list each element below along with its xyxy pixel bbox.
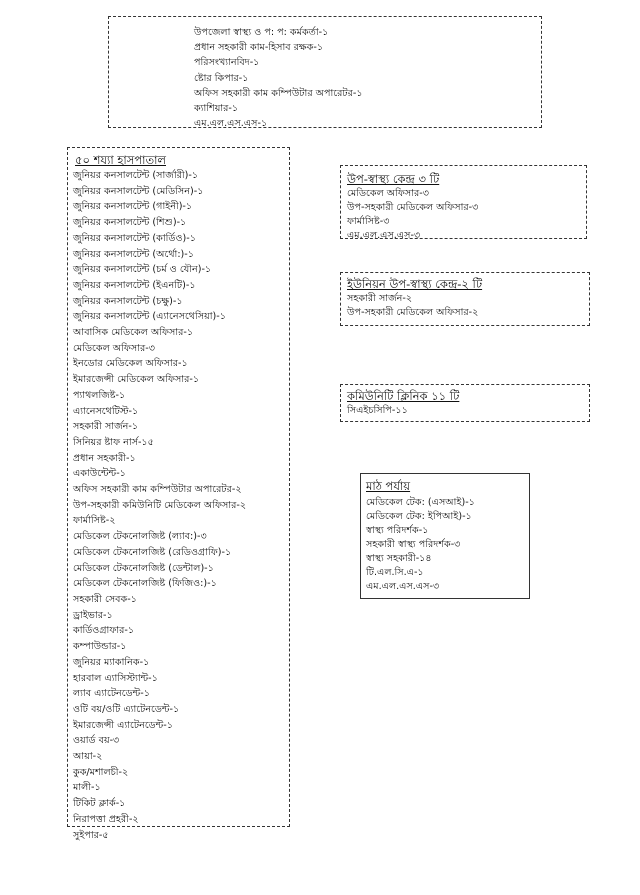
list-item: ষ্টোর কিপার-১: [194, 72, 249, 84]
list-item: সহকারী সার্জন-১: [73, 421, 139, 433]
list-item: জুনিয়র কনসালটেন্ট (এ্যানেসথেসিয়া)-১: [73, 311, 226, 323]
list-item: জুনিয়র কনসালটেন্ট (চর্ম ও যৌন)-১: [73, 264, 212, 276]
union-sub-health-center-box: [340, 272, 590, 326]
list-item: উপজেলা স্বাস্থ্য ও প: প: কর্মকর্তা-১: [194, 27, 329, 38]
hospital-title: ৫০ শয্যা হাসপাতাল: [75, 153, 166, 167]
upazila-office-box: [108, 16, 542, 128]
list-item: স্বাস্থ্য পরিদর্শক-১: [366, 525, 429, 536]
list-item: সিনিয়র ষ্টাফ নার্স-১৫: [73, 436, 154, 448]
list-item: ইমারজেন্সী এ্যাটেনডেন্ট-১: [73, 719, 173, 731]
list-item: একাউন্টেন্ট-১: [73, 468, 126, 480]
list-item: এম.এল.এস.এস-৩: [366, 581, 440, 592]
list-item: প্রধান সহকারী কাম-হিসাব রক্ষক-১: [194, 42, 324, 54]
list-item: মেডিকেল টেক: (এসআই)-১: [366, 497, 475, 508]
list-item: সহকারী স্বাস্থ্য পরিদর্শক-৩: [366, 539, 461, 550]
list-item: টি.এল.সি.এ-১: [366, 567, 424, 578]
list-item: জুনিয়র কনসালটেন্ট (সার্জারী)-১: [73, 170, 199, 181]
list-item: মেডিকেল টেকনোলজিষ্ট (ডেন্টাল)-১: [73, 562, 214, 574]
list-item: অফিস সহকারী কাম কম্পিউটার অপারেটর-১: [194, 87, 363, 99]
sub-health-center-list: [347, 187, 586, 243]
community-clinic-box: [340, 384, 590, 422]
list-item: উপ-সহকারী মেডিকেল অফিসার-৩: [347, 202, 479, 213]
list-item: জুনিয়র কনসালটেন্ট (অর্থো:)-১: [73, 248, 194, 260]
list-item: এম.এল.এস.এস-৩: [347, 230, 421, 241]
list-item: আয়া-২: [73, 751, 103, 763]
list-item: সহকারী সার্জন-২: [347, 293, 413, 304]
field-level-box: [360, 473, 530, 599]
community-clinic-list: [347, 404, 589, 418]
list-item: এম.এল.এস.এস-১: [194, 118, 268, 130]
list-item: হারবাল এ্যাসিস্ট্যান্ট-১: [73, 672, 158, 684]
list-item: মেডিকেল টেকনোলজিষ্ট (রেডিওগ্রাফি)-১: [73, 546, 232, 558]
sub-health-center-title: উপ-স্বাস্থ্য কেন্দ্র ৩ টি: [347, 172, 440, 186]
list-item: নিরাপত্তা প্রহরী-২: [73, 813, 139, 825]
list-item: প্রধান সহকারী-১: [73, 452, 136, 464]
list-item: মেডিকেল অফিসার-৩: [347, 188, 429, 199]
upazila-office-list: [194, 25, 541, 131]
sub-health-center-box: [340, 165, 587, 239]
list-item: জুনিয়র কনসালটেন্ট (শিশু)-১: [73, 217, 187, 229]
list-item: ইমারজেন্সী মেডিকেল অফিসার-১: [73, 374, 200, 386]
list-item: প্যাথলজিষ্ট-১: [73, 389, 126, 401]
list-item: ড্রাইভার-১: [73, 609, 113, 621]
list-item: জুনিয়র কনসালটেন্ট (মেডিসিন)-১: [73, 185, 204, 197]
list-item: উপ-সহকারী কমিউনিটি মেডিকেল অফিসার-২: [73, 499, 247, 511]
list-item: মেডিকেল টেকনোলজিষ্ট (ফিজিও:)-১: [73, 578, 217, 590]
field-level-list: [366, 496, 529, 594]
list-item: জুনিয়র কনসালটেন্ট (কার্ডিও)-১: [73, 232, 196, 244]
list-item: পরিসংখ্যানবিদ-১: [194, 57, 260, 69]
list-item: মালী-১: [73, 782, 101, 794]
list-item: সহকারী সেবক-১: [73, 593, 137, 605]
list-item: ফার্মাসিষ্ট-২: [73, 515, 116, 527]
list-item: সিএইচসিপি-১১: [347, 405, 408, 416]
list-item: স্বাস্থ্য সহকারী-১৪: [366, 553, 432, 564]
list-item: মেডিকেল টেক: ইপিআই)-১: [366, 511, 472, 522]
list-item: কম্পাউন্ডার-১: [73, 641, 127, 653]
hospital-staff-list: [73, 168, 289, 843]
list-item: মেডিকেল টেকনোলজিষ্ট (ল্যাব:)-৩: [73, 531, 207, 543]
list-item: ল্যাব এ্যাটেনডেন্ট-১: [73, 688, 150, 700]
list-item: মেডিকেল অফিসার-৩: [73, 342, 155, 354]
list-item: টিকিট ক্লার্ক-১: [73, 798, 126, 810]
list-item: কুক/মশালচী-২: [73, 766, 129, 778]
list-item: ওয়ার্ড বয়-৩: [73, 735, 120, 747]
list-item: জুনিয়র কনসালটেন্ট (ইএনটি)-১: [73, 279, 196, 291]
list-item: ওটি বয়/ওটি এ্যাটেনডেন্ট-১: [73, 703, 180, 715]
community-clinic-title: কমিউনিটি ক্লিনিক ১১ টি: [347, 389, 460, 403]
list-item: কার্ডিওগ্রাফার-১: [73, 625, 135, 637]
list-item: জুনিয়র কনসালটেন্ট (গাইনী)-১: [73, 201, 193, 213]
list-item: জুনিয়র কনসালটেন্ট (চক্ষু)-১: [73, 295, 183, 307]
list-item: উপ-সহকারী মেডিকেল অফিসার-২: [347, 307, 479, 318]
union-sub-health-center-list: [347, 292, 589, 320]
list-item: ইনডোর মেডিকেল অফিসার-১: [73, 358, 188, 370]
list-item: এ্যানেসথেটিস্ট-১: [73, 405, 139, 417]
list-item: সুইপার-৫: [73, 829, 109, 841]
list-item: ফার্মাসিষ্ট-৩: [347, 216, 390, 227]
union-sub-health-center-title: ইউনিয়ন উপ-স্বাস্থ্য কেন্দ্র-২ টি: [347, 277, 483, 291]
field-level-title: মাঠ পর্যায়: [366, 479, 411, 493]
list-item: অফিস সহকারী কাম কম্পিউটার অপারেটর-২: [73, 484, 242, 496]
list-item: ক্যাশিয়ার-১: [194, 103, 239, 115]
list-item: আবাসিক মেডিকেল অফিসার-১: [73, 327, 194, 339]
hospital-box: [67, 147, 290, 841]
list-item: জুনিয়র ম্যাকানিক-১: [73, 656, 150, 668]
